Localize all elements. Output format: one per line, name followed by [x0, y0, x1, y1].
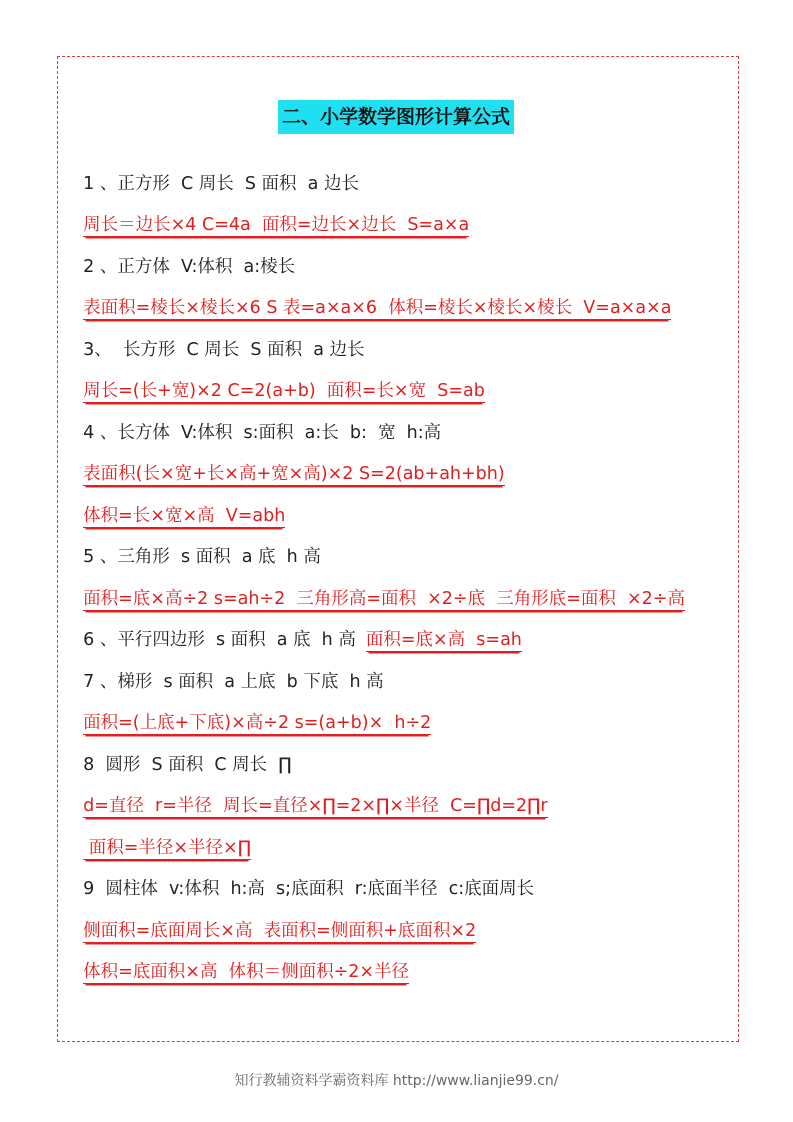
formula-text: 面积=(上底+下底)×高÷2 s=(a+b)× h÷2: [83, 713, 432, 733]
formula-text: 面积=半径×半径×∏: [83, 838, 251, 858]
triangle-header: [72, 521, 321, 569]
section-header-text: 1 、正方形 C 周长 S 面积 a 边长: [83, 174, 359, 194]
cylinder-volume-formula: [72, 936, 409, 984]
section-header-text: 6 、平行四边形 s 面积 a 底 h 高: [83, 630, 356, 650]
circle-formula: [72, 770, 548, 818]
square-formula: [72, 189, 469, 237]
section-header-text: 4 、长方体 V:体积 s:面积 a:长 b: 宽 h:高: [83, 423, 442, 443]
cylinder-header: [72, 853, 534, 901]
section-header-text: 9 圆柱体 v:体积 h:高 s;底面积 r:底面半径 c:底面周长: [83, 879, 535, 899]
footer-watermark: 知行教辅资料学霸资料库 http://www.lianjie99.cn/: [234, 1073, 559, 1089]
formula-text: d=直径 r=半径 周长=直径×∏=2×∏×半径 C=∏d=2∏r: [83, 796, 548, 816]
parallelogram-header: [72, 604, 522, 652]
section-header-text: 3、 长方形 C 周长 S 面积 a 边长: [83, 340, 365, 360]
section-header-text: 8 圆形 S 面积 C 周长 ∏: [83, 755, 292, 775]
formula-text: 体积=底面积×高 体积＝侧面积÷2×半径: [83, 962, 410, 982]
cube-formula: [72, 272, 671, 320]
formula-text: 体积=长×宽×高 V=abh: [83, 506, 286, 526]
formula-text: 侧面积=底面周长×高 表面积=侧面积+底面积×2: [83, 921, 477, 941]
section-header-text: 2 、正方体 V:体积 a:棱长: [83, 257, 296, 277]
cuboid-surface-formula: [72, 438, 505, 486]
formula-text: 面积=底×高 s=ah: [365, 630, 522, 650]
section-header-text: 5 、三角形 s 面积 a 底 h 高: [83, 547, 321, 567]
rectangle-formula: [72, 355, 485, 403]
page-title: 二、小学数学图形计算公式: [278, 100, 514, 134]
formula-text: 周长=(长+宽)×2 C=2(a+b) 面积=长×宽 S=ab: [83, 381, 485, 401]
formula-text: 周长＝边长×4 C=4a 面积=边长×边长 S=a×a: [83, 215, 470, 235]
section-header-text: 7 、梯形 s 面积 a 上底 b 下底 h 高: [83, 672, 384, 692]
formula-text: 表面积(长×宽+长×高+宽×高)×2 S=2(ab+ah+bh): [83, 464, 505, 484]
formula-text: 表面积=棱长×棱长×6 S 表=a×a×6 体积=棱长×棱长×棱长 V=a×a×a: [83, 298, 672, 318]
formula-text: 面积=底×高÷2 s=ah÷2 三角形高=面积 ×2÷底 三角形底=面积 ×2÷高: [83, 589, 685, 609]
trapezoid-formula: [72, 687, 431, 735]
